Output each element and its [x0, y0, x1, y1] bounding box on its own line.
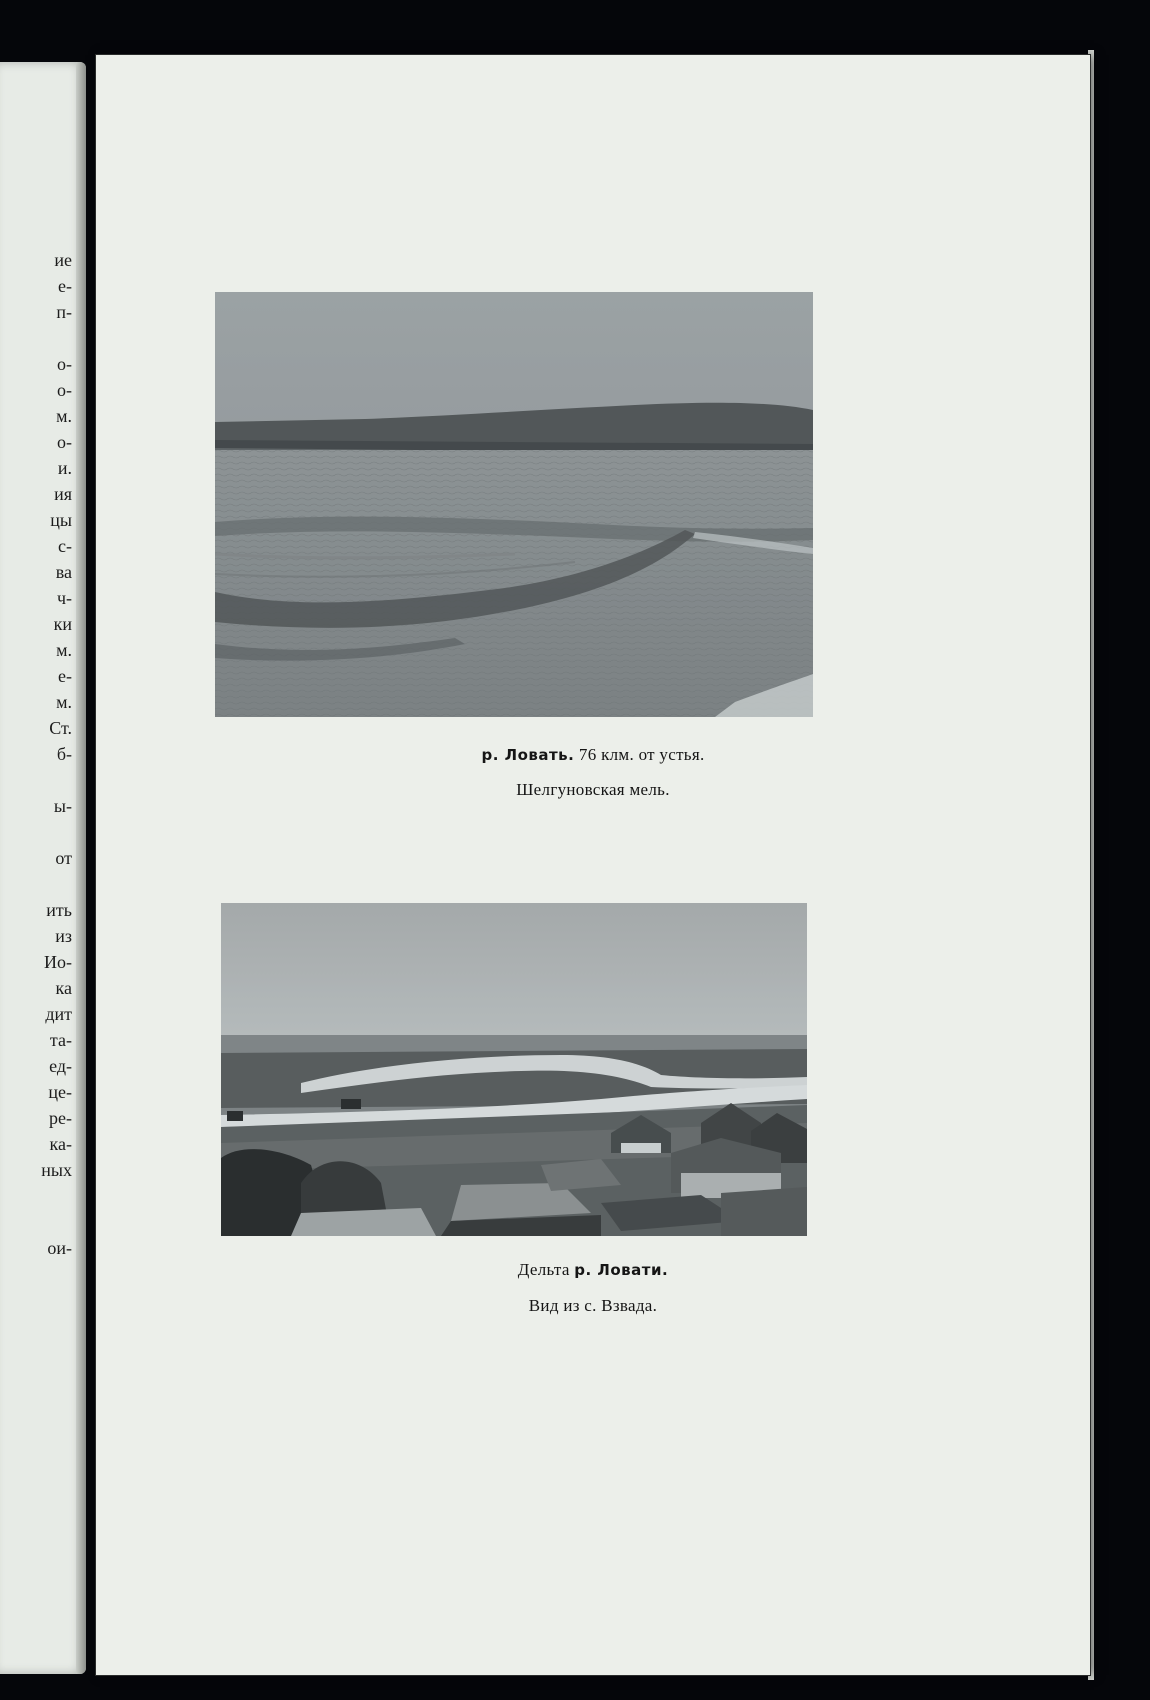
left-page-line-fragment: е-: [58, 666, 72, 686]
left-page-line-fragment: ить: [46, 900, 72, 920]
left-page-line-fragment: м.: [56, 640, 72, 660]
photo-lovat-delta-image: [221, 903, 807, 1236]
left-page-line-fragment: ие: [54, 250, 72, 270]
left-page-line-fragment: ка-: [49, 1134, 72, 1154]
left-page-text-column: [0, 247, 72, 1261]
left-page-line-fragment: [0, 1209, 72, 1235]
left-page-line-fragment: та-: [49, 1030, 72, 1050]
left-page-line-fragment: е-: [58, 276, 72, 296]
left-page-line-fragment: ва: [55, 562, 72, 582]
left-page-line-fragment: ка: [55, 978, 72, 998]
photo1-caption-line2: Шелгуновская мель.: [516, 780, 670, 799]
left-page-line-fragment: м.: [56, 692, 72, 712]
page-gutter: [76, 62, 86, 1674]
photo1-caption-river: р. Ловать.: [481, 746, 575, 764]
photo-lovat-shoal-image: [215, 292, 813, 717]
left-page-line-fragment: [0, 819, 72, 845]
left-page-line-fragment: м.: [56, 406, 72, 426]
left-page-line-fragment: [0, 325, 72, 351]
left-page-line-fragment: ч-: [56, 588, 72, 608]
photo2-caption-line1: [96, 1260, 1090, 1280]
left-page-line-fragment: ре-: [49, 1108, 72, 1128]
photo2-caption-line2: Вид из с. Взвада.: [528, 1296, 658, 1315]
photo1-caption-line1: [96, 745, 1090, 765]
left-page-line-fragment: це-: [48, 1082, 72, 1102]
left-page-line-fragment: [0, 871, 72, 897]
left-page-line-fragment: о-: [57, 354, 72, 374]
left-page-line-fragment: ия: [54, 484, 72, 504]
photo2-caption-prefix: Дельта: [517, 1260, 575, 1279]
left-page-line-fragment: п-: [56, 302, 72, 322]
left-page-line-fragment: ы-: [53, 796, 72, 816]
left-page-line-fragment: [0, 1183, 72, 1209]
left-page-line-fragment: [0, 767, 72, 793]
photo-lovat-delta: [221, 903, 807, 1236]
photo1-caption-distance: 76 клм. от устья.: [574, 745, 705, 764]
left-page-line-fragment: дит: [45, 1004, 72, 1024]
left-page-line-fragment: цы: [50, 510, 72, 530]
left-page-line-fragment: о-: [57, 380, 72, 400]
left-page-line-fragment: Ст.: [49, 718, 72, 738]
left-page-line-fragment: о-: [57, 432, 72, 452]
left-page-line-fragment: из: [55, 926, 72, 946]
left-page-line-fragment: Ио-: [44, 952, 72, 972]
left-page-line-fragment: б-: [56, 744, 72, 764]
left-page-line-fragment: ки: [53, 614, 72, 634]
photo2-caption-river: р. Ловати.: [574, 1261, 669, 1279]
photo-lovat-shoal: [215, 292, 813, 717]
left-page-line-fragment: ои-: [47, 1238, 72, 1258]
left-page-fragment: [0, 62, 86, 1674]
left-page-line-fragment: с-: [58, 536, 72, 556]
left-page-line-fragment: ед-: [49, 1056, 72, 1076]
left-page-line-fragment: от: [55, 848, 72, 868]
left-page-line-fragment: и.: [57, 458, 72, 478]
left-page-line-fragment: ных: [41, 1160, 72, 1180]
